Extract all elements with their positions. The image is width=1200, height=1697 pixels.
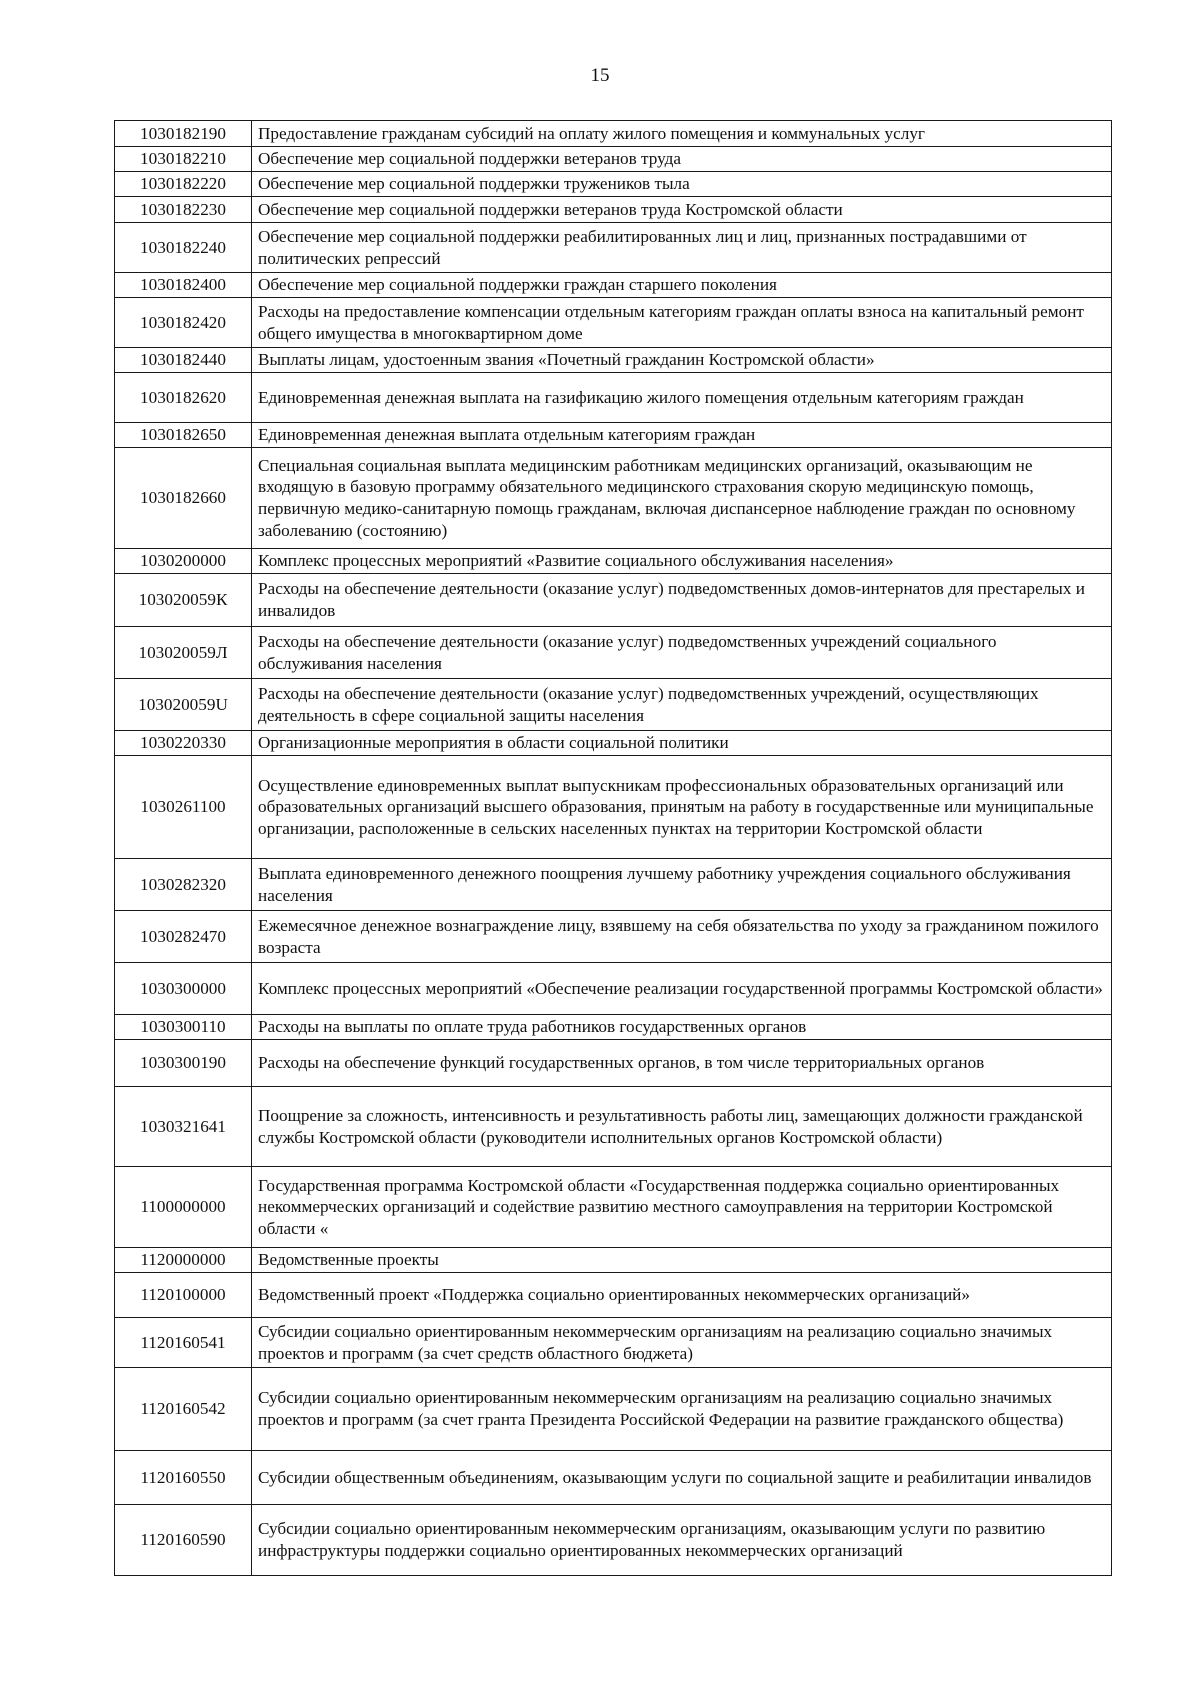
row-code: 103020059К — [115, 574, 252, 627]
table-row — [115, 911, 1112, 963]
row-description: Выплата единовременного денежного поощрения лучшему работнику учреждения социального обслуживания населения — [252, 859, 1112, 911]
row-code: 1120160542 — [115, 1368, 252, 1451]
row-code: 1030182240 — [115, 223, 252, 273]
row-code: 1030182400 — [115, 273, 252, 298]
table-row — [115, 731, 1112, 756]
row-code: 1030300110 — [115, 1015, 252, 1040]
row-code: 1030282320 — [115, 859, 252, 911]
table-row — [115, 1451, 1112, 1505]
row-description: Ведомственный проект «Поддержка социально ориентированных некоммерческих организаций» — [252, 1273, 1112, 1318]
table-row — [115, 423, 1112, 448]
row-description: Обеспечение мер социальной поддержки тружеников тыла — [252, 172, 1112, 197]
table-row — [115, 197, 1112, 223]
table-row — [115, 1368, 1112, 1451]
table-row — [115, 147, 1112, 172]
row-description: Расходы на предоставление компенсации отдельным категориям граждан оплаты взноса на капитальный ремонт общего имущества в многоквартирном доме — [252, 298, 1112, 348]
row-description: Обеспечение мер социальной поддержки реабилитированных лиц и лиц, признанных пострадавшими от политических репрессий — [252, 223, 1112, 273]
row-description: Обеспечение мер социальной поддержки ветеранов труда Костромской области — [252, 197, 1112, 223]
table-row — [115, 298, 1112, 348]
row-description: Расходы на обеспечение деятельности (оказание услуг) подведомственных учреждений социального обслуживания населения — [252, 627, 1112, 679]
table-row — [115, 448, 1112, 549]
row-description: Субсидии социально ориентированным некоммерческим организациям на реализацию социально значимых проектов и программ (за счет средств областного бюджета) — [252, 1318, 1112, 1368]
page-number: 15 — [590, 65, 610, 86]
row-code: 1100000000 — [115, 1167, 252, 1248]
table-row — [115, 679, 1112, 731]
row-description: Комплекс процессных мероприятий «Обеспечение реализации государственной программы Костромской области» — [252, 963, 1112, 1015]
row-description: Субсидии социально ориентированным некоммерческим организациям на реализацию социально значимых проектов и программ (за счет гранта Президента Российской Федерации на развитие гражданского общества) — [252, 1368, 1112, 1451]
row-description: Расходы на обеспечение деятельности (оказание услуг) подведомственных домов-интернатов для престарелых и инвалидов — [252, 574, 1112, 627]
row-code: 103020059U — [115, 679, 252, 731]
row-code: 1030261100 — [115, 756, 252, 859]
row-description: Специальная социальная выплата медицинским работникам медицинских организаций, оказывающим не входящую в базовую программу обязательного медицинского страхования скорую медицинскую помощь, первичную медико-санитарную помощь гражданам, включая диспансерное наблюдение граждан по основному заболеванию (состоянию) — [252, 448, 1112, 549]
table-row — [115, 273, 1112, 298]
row-code: 1030182230 — [115, 197, 252, 223]
row-code: 1120160550 — [115, 1451, 252, 1505]
row-code: 1120000000 — [115, 1248, 252, 1273]
row-description: Ежемесячное денежное вознаграждение лицу, взявшему на себя обязательства по уходу за гражданином пожилого возраста — [252, 911, 1112, 963]
row-description: Выплаты лицам, удостоенным звания «Почетный гражданин Костромской области» — [252, 348, 1112, 373]
row-code: 1030182440 — [115, 348, 252, 373]
table-row — [115, 1248, 1112, 1273]
row-code: 1030200000 — [115, 549, 252, 574]
row-code: 1030182620 — [115, 373, 252, 423]
table-row — [115, 1318, 1112, 1368]
table-row — [115, 1505, 1112, 1576]
table-row — [115, 1087, 1112, 1167]
row-description: Единовременная денежная выплата на газификацию жилого помещения отдельным категориям граждан — [252, 373, 1112, 423]
table-body — [115, 121, 1112, 1576]
row-code: 1120160590 — [115, 1505, 252, 1576]
row-description: Обеспечение мер социальной поддержки граждан старшего поколения — [252, 273, 1112, 298]
row-description: Субсидии социально ориентированным некоммерческим организациям, оказывающим услуги по развитию инфраструктуры поддержки социально ориентированных некоммерческих организаций — [252, 1505, 1112, 1576]
row-description: Субсидии общественным объединениям, оказывающим услуги по социальной защите и реабилитации инвалидов — [252, 1451, 1112, 1505]
row-code: 1030300000 — [115, 963, 252, 1015]
table-row — [115, 963, 1112, 1015]
row-description: Единовременная денежная выплата отдельным категориям граждан — [252, 423, 1112, 448]
table-row — [115, 574, 1112, 627]
row-code: 1030182190 — [115, 121, 252, 147]
row-description: Расходы на обеспечение функций государственных органов, в том числе территориальных органов — [252, 1040, 1112, 1087]
row-description: Поощрение за сложность, интенсивность и результативность работы лиц, замещающих должности гражданской службы Костромской области (руководители исполнительных органов Костромской области) — [252, 1087, 1112, 1167]
row-code: 1030182660 — [115, 448, 252, 549]
row-code: 1030220330 — [115, 731, 252, 756]
row-description: Организационные мероприятия в области социальной политики — [252, 731, 1112, 756]
row-code: 1030300190 — [115, 1040, 252, 1087]
table-row — [115, 859, 1112, 911]
table-row — [115, 1273, 1112, 1318]
table-row — [115, 1040, 1112, 1087]
table-row — [115, 348, 1112, 373]
row-code: 1030182650 — [115, 423, 252, 448]
row-code: 1120160541 — [115, 1318, 252, 1368]
row-code: 1030182420 — [115, 298, 252, 348]
table-row — [115, 1015, 1112, 1040]
table-row — [115, 172, 1112, 197]
row-code: 1030282470 — [115, 911, 252, 963]
row-description: Обеспечение мер социальной поддержки ветеранов труда — [252, 147, 1112, 172]
row-description: Комплекс процессных мероприятий «Развитие социального обслуживания населения» — [252, 549, 1112, 574]
row-description: Предоставление гражданам субсидий на оплату жилого помещения и коммунальных услуг — [252, 121, 1112, 147]
table-row — [115, 627, 1112, 679]
row-description: Ведомственные проекты — [252, 1248, 1112, 1273]
row-description: Осуществление единовременных выплат выпускникам профессиональных образовательных организаций или образовательных организаций высшего образования, принятым на работу в государственные или муниципальные организации, расположенные в сельских населенных пунктах на территории Костромской области — [252, 756, 1112, 859]
budget-codes-table — [114, 120, 1112, 1576]
table-row — [115, 121, 1112, 147]
row-code: 1120100000 — [115, 1273, 252, 1318]
row-code: 1030182210 — [115, 147, 252, 172]
table-row — [115, 549, 1112, 574]
table-row — [115, 756, 1112, 859]
row-description: Расходы на выплаты по оплате труда работников государственных органов — [252, 1015, 1112, 1040]
table-row — [115, 223, 1112, 273]
row-description: Расходы на обеспечение деятельности (оказание услуг) подведомственных учреждений, осуществляющих деятельность в сфере социальной защиты населения — [252, 679, 1112, 731]
row-code: 1030182220 — [115, 172, 252, 197]
row-code: 103020059Л — [115, 627, 252, 679]
table-row — [115, 373, 1112, 423]
row-description: Государственная программа Костромской области «Государственная поддержка социально ориентированных некоммерческих организаций и содействие развитию местного самоуправления на территории Костромской области « — [252, 1167, 1112, 1248]
table-row — [115, 1167, 1112, 1248]
row-code: 1030321641 — [115, 1087, 252, 1167]
